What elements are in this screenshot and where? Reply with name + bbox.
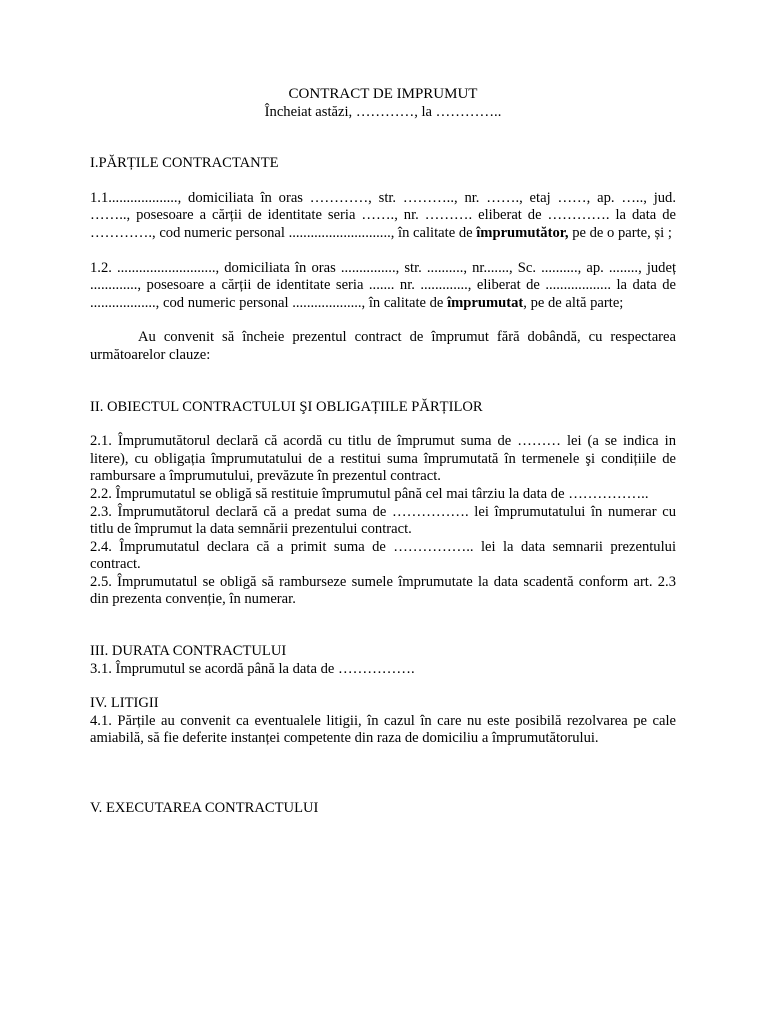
party-2-text: 1.2. ..........................., domiciliata în oras ..............., str. .........., nr......., Sc. .........., ap. ........, județ ............., posesoare a cărții de identitate seria ....... nr. ............., eliberat de .................. la data de .................., cod numeric personal ..................., în calitate de <box>90 259 676 311</box>
section-1-agreement: Au convenit să încheie prezentul contract de împrumut fără dobândă, cu respectarea următoarelor clauze: <box>90 329 676 363</box>
spacer <box>90 312 676 329</box>
section-2-heading: II. OBIECTUL CONTRACTULUI ŞI OBLIGAȚIILE PĂRȚILOR <box>90 398 483 415</box>
clause-2-1: 2.1. Împrumutătorul declară că acordă cu titlu de împrumut suma de ……… lei (a se indica in litere), cu obligația împrumutatului de a restitui suma împrumutată în termenele şi condițiile de rambursare a împrumutului, prevăzute în prezentul contract. <box>90 433 676 485</box>
party-1-text-end: pe de o parte, și ; <box>568 224 672 241</box>
clause-2-2: 2.2. Împrumutatul se obligă să restituie împrumutul până cel mai târziu la data de …………….. <box>90 485 649 502</box>
section-3-heading: III. DURATA CONTRACTULUI <box>90 643 287 660</box>
contract-title: CONTRACT DE IMPRUMUT <box>288 86 478 102</box>
contract-page <box>90 86 676 818</box>
spacer <box>90 365 676 399</box>
party-2-text-end: , pe de altă parte; <box>523 294 624 311</box>
party-1-role: împrumutător, <box>476 224 569 241</box>
spacer <box>90 243 676 260</box>
clause-2-4: 2.4. Împrumutatul declara că a primit suma de …………….. lei la data semnarii prezentului contract. <box>90 538 676 573</box>
party-1-text: 1.1..................., domiciliata în oras …………, str. ……….., nr. ……., etaj ……, ap. ….., jud. …….., posesoare a cărții de identitate seria ……., nr. ………. eliberat de …………. la data de …………., cod numeric personal ............................, în calitate de <box>90 189 676 241</box>
section-1-party-2 <box>90 260 676 313</box>
section-1-party-1 <box>90 190 676 243</box>
spacer <box>90 173 676 190</box>
clause-3-1: 3.1. Împrumutul se acordă până la data de ……………. <box>90 660 415 677</box>
spacer <box>90 416 676 433</box>
section-1-heading: I.PĂRȚILE CONTRACTANTE <box>90 155 279 172</box>
section-4-heading: IV. LITIGII <box>90 695 159 712</box>
spacer <box>90 121 676 155</box>
spacer <box>90 609 676 643</box>
section-5-heading: V. EXECUTAREA CONTRACTULUI <box>90 800 319 817</box>
clause-2-3: 2.3. Împrumutătorul declară că a predat suma de ……………. lei împrumutatului în numerar cu titlu de împrumut la data semnării prezentului contract. <box>90 503 676 538</box>
spacer <box>90 678 676 695</box>
contract-subtitle: Încheiat astăzi, …………, la ………….. <box>264 103 502 120</box>
clause-4-1: 4.1. Părțile au convenit ca eventualele litigii, în cazul în care nu este posibilă rezolvarea pe cale amiabilă, să fie deferite instanței competente din raza de domiciliu a împrumutătorului. <box>90 712 676 747</box>
clause-2-5: 2.5. Împrumutatul se obligă să ramburseze sumele împrumutate la data scadentă conform art. 2.3 din prezenta convenție, în numerar. <box>90 573 676 608</box>
spacer <box>90 748 676 800</box>
party-2-role: împrumutat <box>447 294 524 311</box>
